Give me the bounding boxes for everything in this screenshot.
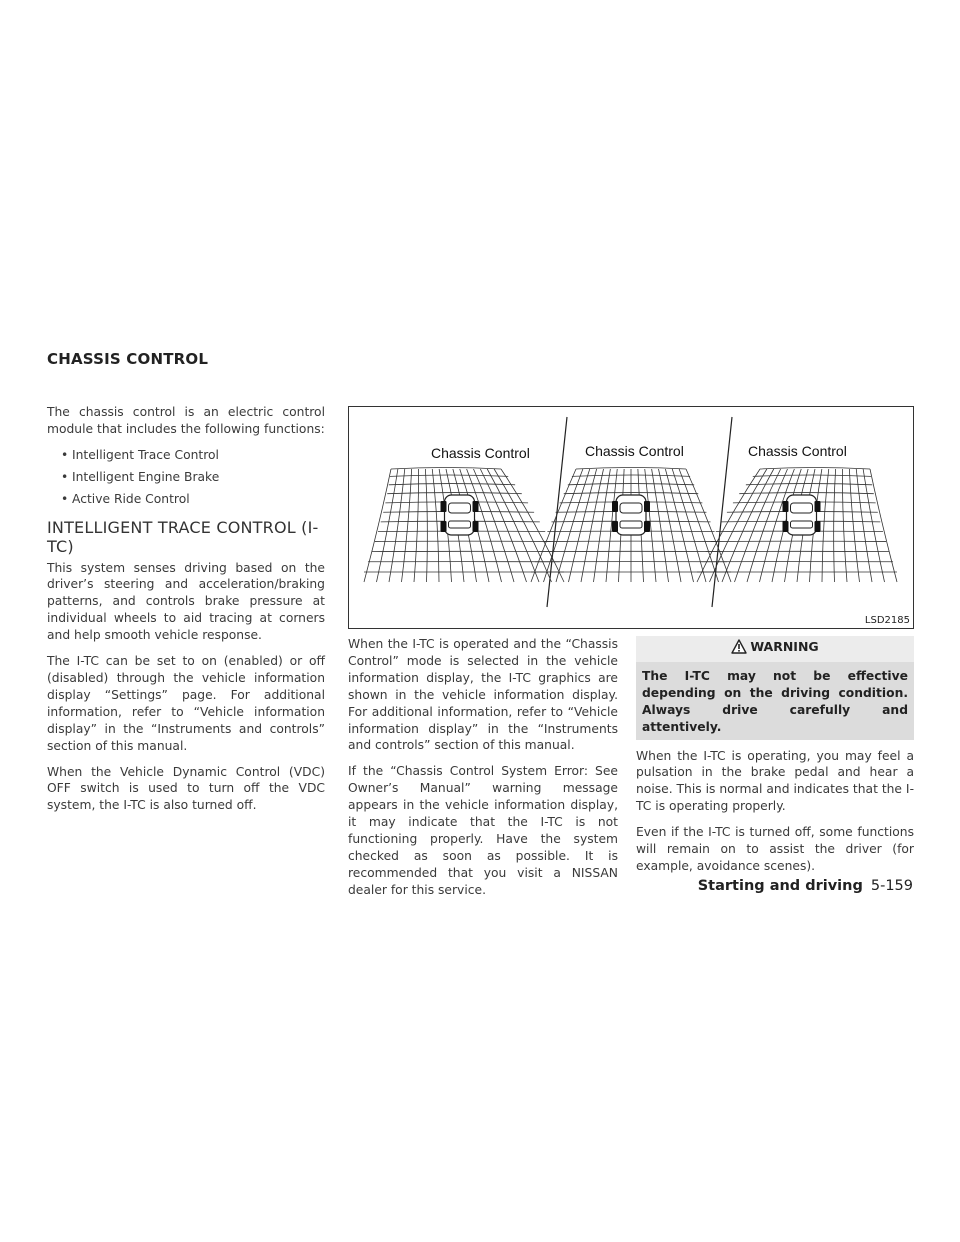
chapter-name: Starting and driving bbox=[697, 878, 863, 894]
warning-triangle-icon bbox=[731, 639, 747, 659]
intro-paragraph: The chassis control is an electric control module that includes the following functions: bbox=[47, 405, 325, 436]
column-middle bbox=[348, 636, 618, 908]
paragraph: When the I-TC is operated and the “Chassis Control” mode is selected in the vehicle information display, the I-TC graphics are shown in the vehicle information display. For additional information, refer to “Vehicle information display” in the “Instruments and controls” section of this manual. bbox=[348, 637, 618, 753]
warning-label: WARNING bbox=[750, 639, 819, 654]
paragraph: If the “Chassis Control System Error: See Owner’s Manual” warning message appears in the vehicle information display, it may indicate that the I-TC is not functioning properly. Have the system checked as soon as possible. It is recommended that you visit a NISSAN dealer for this service. bbox=[348, 764, 618, 897]
paragraph: When the Vehicle Dynamic Control (VDC) OFF switch is used to turn off the VDC system, the I-TC is also turned off. bbox=[47, 764, 325, 813]
page-number: 5-159 bbox=[870, 878, 913, 894]
list-item: • Intelligent Engine Brake bbox=[61, 469, 325, 486]
warning-header bbox=[636, 636, 914, 662]
subheading-itc: INTELLIGENT TRACE CONTROL (I-TC) bbox=[47, 517, 319, 556]
column-right bbox=[636, 636, 914, 884]
panel-title-left: Chassis Control bbox=[431, 445, 530, 461]
panel-title-right: Chassis Control bbox=[748, 443, 847, 459]
paragraph: When the I-TC is operating, you may feel a pulsation in the brake pedal and hear a noise. This is normal and indicates that the I-TC is operating properly. bbox=[636, 748, 914, 814]
paragraph: Even if the I-TC is turned off, some functions will remain on to assist the driver (for example, avoidance scenes). bbox=[636, 825, 914, 873]
column-left bbox=[47, 404, 325, 823]
figure-illustration bbox=[349, 407, 914, 629]
figure-id: LSD2185 bbox=[864, 615, 910, 626]
feature-list bbox=[47, 447, 325, 508]
warning-text: The I-TC may not be effective depending on the driving condition. Always drive carefully and attentively. bbox=[636, 662, 914, 740]
list-item: • Active Ride Control bbox=[61, 491, 325, 508]
chassis-control-figure bbox=[348, 406, 914, 629]
car-icon bbox=[441, 495, 479, 535]
car-icon bbox=[783, 495, 821, 535]
panel-title-center: Chassis Control bbox=[585, 443, 684, 459]
paragraph: This system senses driving based on the driver’s steering and acceleration/braking patterns, and controls brake pressure at individual wheels to aid tracing at corners and help smooth vehicle response. bbox=[47, 560, 325, 643]
warning-box bbox=[636, 636, 914, 740]
car-icon bbox=[612, 495, 650, 535]
paragraph: The I-TC can be set to on (enabled) or off (disabled) through the vehicle information display “Settings” page. For additional information, refer to “Vehicle information display” in the “Instruments and controls” section of this manual. bbox=[47, 654, 325, 753]
list-item: • Intelligent Trace Control bbox=[61, 447, 325, 464]
page-footer bbox=[698, 878, 913, 894]
section-title: CHASSIS CONTROL bbox=[47, 350, 209, 368]
